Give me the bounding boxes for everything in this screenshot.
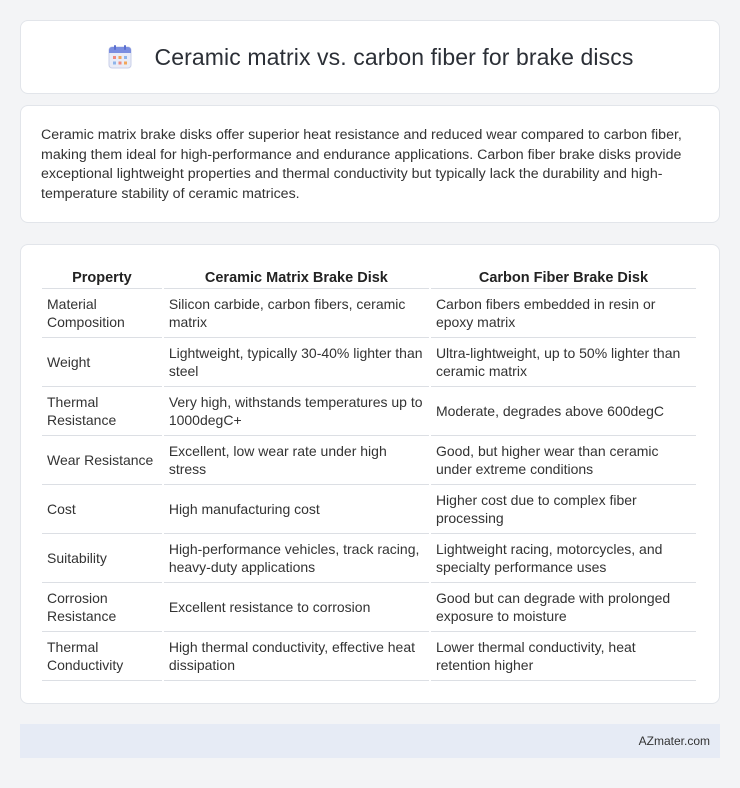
cell-property: Material Composition: [42, 289, 162, 338]
comparison-table: [40, 265, 698, 681]
cell-property: Thermal Conductivity: [42, 632, 162, 681]
cell-carbon: Ultra-lightweight, up to 50% lighter than ceramic matrix: [431, 338, 696, 387]
table-row: [42, 387, 696, 436]
cell-property: Wear Resistance: [42, 436, 162, 485]
table-row: [42, 338, 696, 387]
cell-property: Thermal Resistance: [42, 387, 162, 436]
cell-ceramic: High-performance vehicles, track racing, heavy-duty applications: [164, 534, 429, 583]
calendar-icon: [107, 44, 133, 70]
summary-text: Ceramic matrix brake disks offer superior heat resistance and reduced wear compared to carbon fiber, making them ideal for high-performance and endurance applications. Carbon fiber brake disks provide exceptional lightweight properties and thermal conductivity but typically lack the durability and high-temperature stability of ceramic matrices.: [41, 127, 682, 202]
cell-property: Corrosion Resistance: [42, 583, 162, 632]
header-ceramic: Ceramic Matrix Brake Disk: [164, 265, 429, 289]
title-card: [20, 20, 720, 94]
cell-carbon: Good, but higher wear than ceramic under extreme conditions: [431, 436, 696, 485]
cell-carbon: Carbon fibers embedded in resin or epoxy matrix: [431, 289, 696, 338]
cell-ceramic: Lightweight, typically 30-40% lighter than steel: [164, 338, 429, 387]
cell-property: Suitability: [42, 534, 162, 583]
cell-ceramic: Silicon carbide, carbon fibers, ceramic matrix: [164, 289, 429, 338]
cell-carbon: Higher cost due to complex fiber processing: [431, 485, 696, 534]
cell-ceramic: Excellent resistance to corrosion: [164, 583, 429, 632]
table-row: [42, 289, 696, 338]
comparison-table-card: [20, 244, 720, 704]
summary-card: [20, 105, 720, 223]
table-row: [42, 436, 696, 485]
header-property: Property: [42, 265, 162, 289]
cell-carbon: Lower thermal conductivity, heat retention higher: [431, 632, 696, 681]
header-carbon: Carbon Fiber Brake Disk: [431, 265, 696, 289]
cell-carbon: Good but can degrade with prolonged exposure to moisture: [431, 583, 696, 632]
table-row: [42, 485, 696, 534]
cell-property: Cost: [42, 485, 162, 534]
table-row: [42, 534, 696, 583]
footer-bar: [20, 724, 720, 758]
table-row: [42, 632, 696, 681]
cell-ceramic: Very high, withstands temperatures up to 1000degC+: [164, 387, 429, 436]
cell-property: Weight: [42, 338, 162, 387]
cell-ceramic: High thermal conductivity, effective heat dissipation: [164, 632, 429, 681]
cell-ceramic: High manufacturing cost: [164, 485, 429, 534]
table-row: [42, 583, 696, 632]
cell-ceramic: Excellent, low wear rate under high stress: [164, 436, 429, 485]
table-header-row: [42, 265, 696, 289]
footer-site-name[interactable]: AZmater.com: [638, 734, 710, 748]
page-title: Ceramic matrix vs. carbon fiber for brake discs: [154, 43, 634, 70]
cell-carbon: Lightweight racing, motorcycles, and specialty performance uses: [431, 534, 696, 583]
cell-carbon: Moderate, degrades above 600degC: [431, 387, 696, 436]
title-wrap: [107, 44, 634, 71]
